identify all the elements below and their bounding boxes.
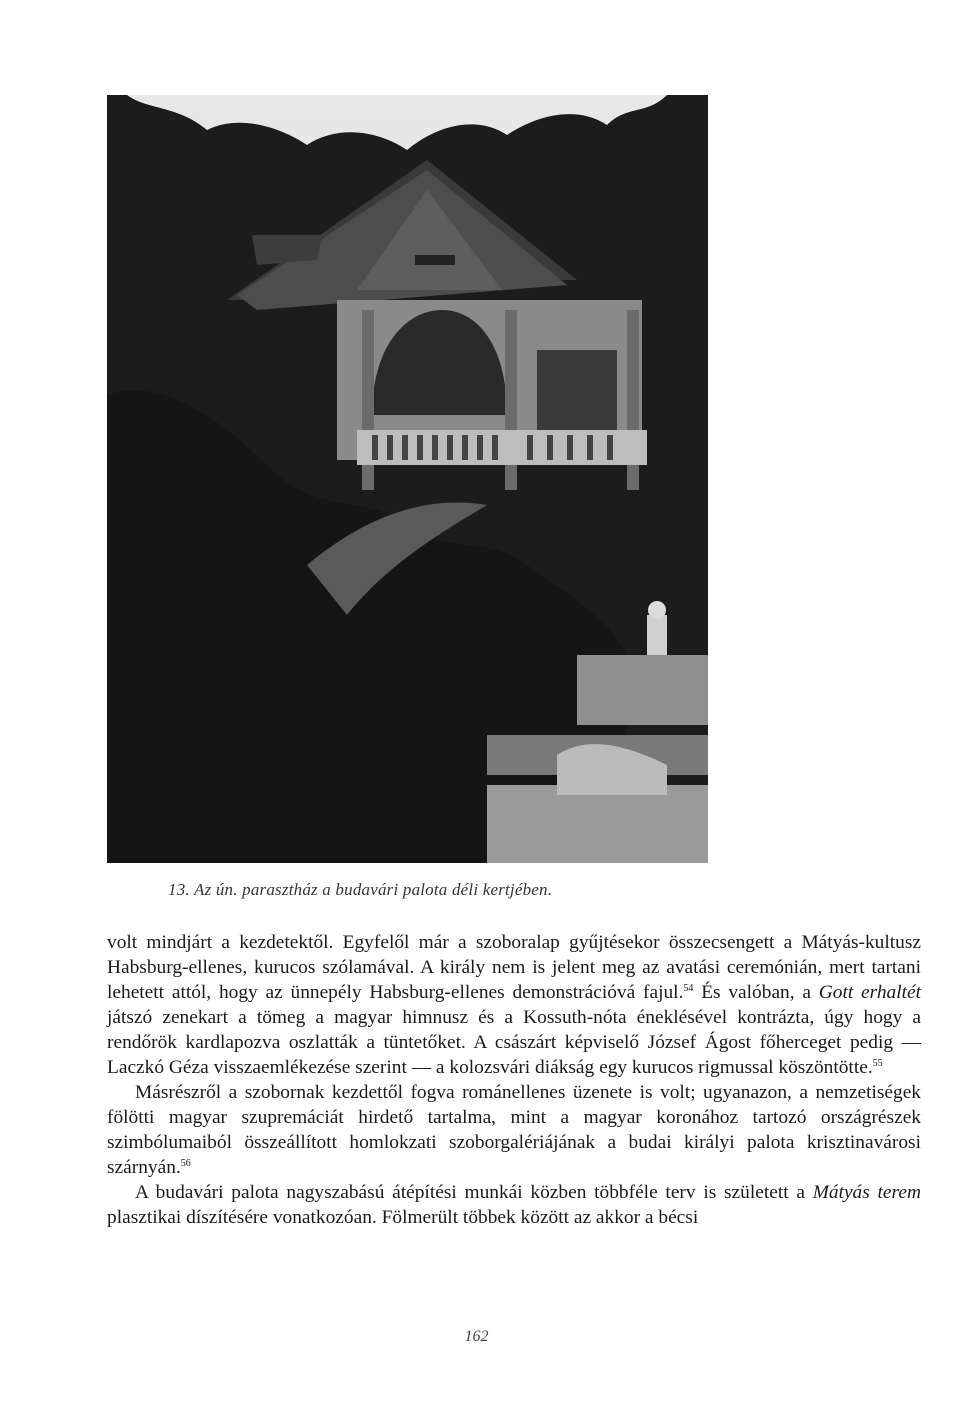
house-photograph (107, 95, 708, 863)
page-number: 162 (464, 1328, 489, 1345)
paragraph (107, 1180, 921, 1230)
text-run: plasztikai díszítésére vonatkozóan. Fölmerült többek között az akkor a bécsi (107, 1207, 699, 1228)
text-run: játszó zenekart a tömeg a magyar himnusz és a Kossuth-nóta éneklésével kontrázta, úgy hogy a rendőrök kardlapozva oszlatták a tüntetőket. A császárt képviselő József Ágost főherceget pedig — Laczkó Géza visszaemlékezése szerint — a kolozsvári diákság egy kurucos rigmussal köszöntötte. (107, 1007, 921, 1078)
italic-text: Mátyás terem (812, 1182, 921, 1203)
paragraph (107, 930, 921, 1080)
figure-caption: 13. Az ún. parasztház a budavári palota déli kertjében. (168, 880, 553, 899)
text-run: Másrészről a szobornak kezdettől fogva románellenes üzenete is volt; ugyanazon, a nemzetiségek fölötti magyar szupremáciát hirdető tartalma, mint a magyar koronához tartozó országrészek szimbólumaiból összeállított homlokzati szoborgalériájának a budai királyi palota krisztinavárosi szárnyán. (107, 1082, 921, 1178)
body-text (107, 930, 921, 1230)
italic-text: Gott erhaltét (818, 982, 921, 1003)
footnote-marker: 55 (872, 1058, 883, 1069)
footnote-marker: 56 (180, 1158, 191, 1169)
footnote-marker: 54 (683, 983, 694, 994)
text-run: A budavári palota nagyszabású átépítési munkái közben többféle terv is született a (135, 1182, 813, 1203)
text-run: volt mindjárt a kezdetektől. Egyfelől már a szoboralap gyűjtésekor összecsengett a Mátyás-kultusz Habsburg-ellenes, kurucos szólamával. A király nem is jelent meg az avatási ceremónián, mert tartani lehetett attól, hogy az ünnepély Habsburg-ellenes demonstrációvá fajul. (107, 932, 921, 1003)
paragraph (107, 1080, 921, 1180)
text-run: És valóban, a (693, 982, 819, 1003)
